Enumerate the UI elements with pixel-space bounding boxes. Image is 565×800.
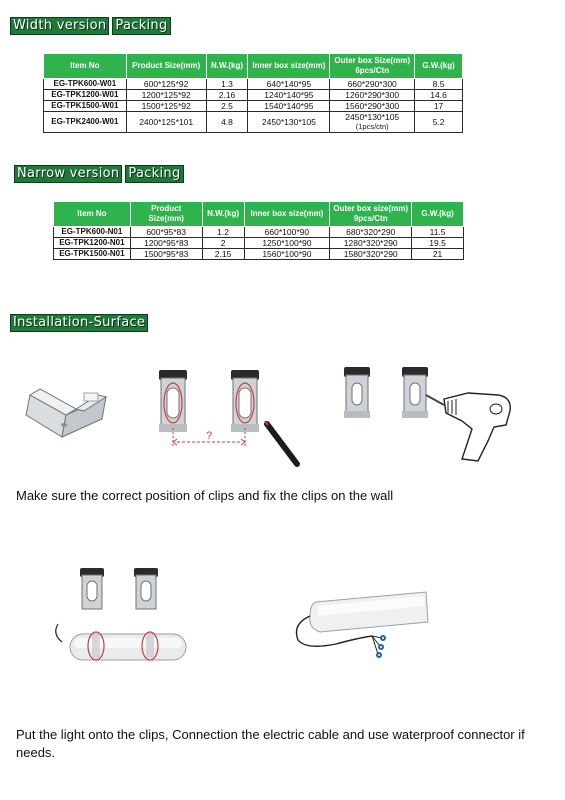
clips-distance-illustration: [155, 368, 305, 468]
table-cell: 2.16: [206, 90, 248, 101]
table-cell: 600*95*83: [130, 227, 202, 238]
table-cell: 11.5: [412, 227, 464, 238]
narrow-version-header: [14, 165, 184, 183]
narrow-version-table: [53, 201, 464, 260]
column-header: G.W.(kg): [415, 54, 463, 79]
clips-on-wall-illustration: [76, 566, 176, 616]
table-cell: 2450*130*105: [248, 112, 330, 133]
clips-drill-illustration: [338, 365, 518, 465]
table-cell: 1.3: [206, 79, 248, 90]
width-version-header: [10, 17, 171, 35]
table-cell: 21: [412, 249, 464, 260]
column-header: Inner box size(mm): [244, 202, 330, 227]
marker-pen-icon: [265, 421, 297, 464]
table-cell: 1500*125*92: [126, 101, 206, 112]
column-header: N.W.(kg): [206, 54, 248, 79]
column-header: N.W.(kg): [202, 202, 244, 227]
table-cell: 600*125*92: [126, 79, 206, 90]
column-header: [330, 54, 415, 79]
clip-right: [231, 370, 259, 432]
column-header: Product Size(mm): [130, 202, 202, 227]
waterproof-connector-icon: [372, 635, 386, 658]
column-header-title: Outer box size(mm): [333, 204, 409, 213]
table-cell: 660*100*90: [244, 227, 330, 238]
table-cell: EG-TPK2400-W01: [44, 112, 127, 133]
instruction-step-1: Make sure the correct position of clips and fix the clips on the wall: [16, 488, 394, 503]
table-cell: 1200*125*92: [126, 90, 206, 101]
table-cell: 2.5: [206, 101, 248, 112]
table-cell: 4.8: [206, 112, 248, 133]
column-header-sub: 9pcs/Ctn: [353, 214, 388, 223]
table-cell: EG-TPK1500-W01: [44, 101, 127, 112]
clip-right: [402, 367, 428, 418]
cell-note: (1pcs/ctn): [355, 122, 389, 131]
table-cell: 1240*140*95: [248, 90, 330, 101]
table-cell: 1580*320*290: [330, 249, 412, 260]
column-header-title: Outer box Size(mm): [334, 56, 410, 65]
clip-right: [134, 568, 158, 609]
header-label: Packing: [125, 165, 183, 183]
clip-left: [80, 568, 104, 609]
width-version-table: [43, 53, 463, 133]
table-row: [44, 90, 463, 101]
table-cell: 1500*95*83: [130, 249, 202, 260]
table-cell: 680*320*290: [330, 227, 412, 238]
table-cell: 1.2: [202, 227, 244, 238]
table-cell: EG-TPK600-N01: [54, 227, 131, 238]
table-cell: EG-TPK1200-N01: [54, 238, 131, 249]
light-connector-illustration: [288, 588, 433, 668]
table-cell: 1200*95*83: [130, 238, 202, 249]
mounting-clip-illustration: [22, 385, 112, 447]
table-row: [54, 249, 464, 260]
table-cell: 8.5: [415, 79, 463, 90]
table-cell: 1560*290*300: [330, 101, 415, 112]
column-header: [330, 202, 412, 227]
table-row: [44, 112, 463, 133]
distance-label: ?: [206, 430, 213, 442]
table-cell: 640*140*95: [248, 79, 330, 90]
table-cell: EG-TPK1500-N01: [54, 249, 131, 260]
table-cell: 2400*125*101: [126, 112, 206, 133]
instruction-step-2: Put the light onto the clips, Connection the electric cable and use waterproof connector if needs.: [16, 727, 525, 760]
table-cell: 1260*290*300: [330, 90, 415, 101]
table-row: [44, 79, 463, 90]
column-header-sub: 6pcs/Ctn: [355, 66, 390, 75]
drill-icon: [426, 393, 510, 461]
table-cell: 5.2: [415, 112, 463, 133]
table-cell: 1250*100*90: [244, 238, 330, 249]
table-cell: 2.15: [202, 249, 244, 260]
table-cell: 1560*100*90: [244, 249, 330, 260]
table-row: [54, 227, 464, 238]
header-label: Installation-Surface: [10, 314, 148, 332]
light-with-clips-illustration: [52, 620, 192, 668]
table-row: [44, 101, 463, 112]
table-cell: 17: [415, 101, 463, 112]
table-cell: 1280*320*290: [330, 238, 412, 249]
column-header: Item No: [44, 54, 127, 79]
clip-left: [344, 367, 370, 418]
table-cell: EG-TPK600-W01: [44, 79, 127, 90]
column-header: Item No: [54, 202, 131, 227]
cell-value: 2450*130*105: [345, 112, 400, 122]
table-cell: 14.6: [415, 90, 463, 101]
header-label: Packing: [112, 17, 170, 35]
header-label: Width version: [10, 17, 109, 35]
table-cell: [330, 112, 415, 133]
column-header: Product Size(mm): [126, 54, 206, 79]
table-cell: EG-TPK1200-W01: [44, 90, 127, 101]
clip-left: [159, 370, 187, 432]
column-header: Inner box size(mm): [248, 54, 330, 79]
table-row: [54, 238, 464, 249]
table-cell: 2: [202, 238, 244, 249]
column-header: G.W.(kg): [412, 202, 464, 227]
table-cell: 1540*140*95: [248, 101, 330, 112]
installation-surface-header: [10, 314, 148, 332]
table-cell: 660*290*300: [330, 79, 415, 90]
header-label: Narrow version: [14, 165, 122, 183]
table-cell: 19.5: [412, 238, 464, 249]
